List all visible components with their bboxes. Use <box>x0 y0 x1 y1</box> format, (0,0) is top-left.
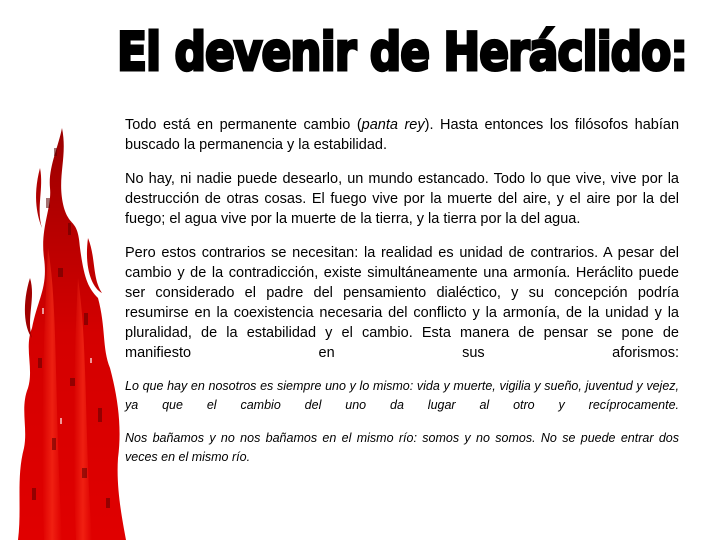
paragraph-3: Pero estos contrarios se necesitan: la realidad es unidad de contrarios. A pesar del cambio y de la contradicción, existe simultáneamente una armonía. Heráclito puede ser considerado el padre del pensamiento dialéctico, y su concepción podría resumirse en la coexistencia necesaria del conflicto y la armonía, de la unidad y la pluralidad, de la estabilidad y el cambio. Esta manera de pensar se pone de manifiesto en sus aforismos: <box>125 245 679 361</box>
aphorism-1: Lo que hay en nosotros es siempre uno y lo mismo: vida y muerte, vigilia y sueño, juventud y vejez, ya que el cambio del uno da lugar al otro y recíprocamente. <box>125 379 679 412</box>
paragraph-1: Todo está en permanente cambio (panta rey). Hasta entonces los filósofos habían buscado la permanencia y la estabilidad. <box>125 117 680 153</box>
aphorism-2: Nos bañamos y no nos bañamos en el mismo río: somos y no somos. No se puede entrar dos veces en el mismo río. <box>125 431 679 464</box>
panta-rey-term: panta rey <box>361 117 425 133</box>
slide-body <box>125 115 679 481</box>
flame-image <box>18 128 126 540</box>
paragraph-2: No hay, ni nadie puede desearlo, un mundo estancado. Todo lo que vive, vive por la destrucción de otras cosas. El fuego vive por la muerte del aire, y el aire por la del fuego; el agua vive por la muerte de la tierra, y la tierra por la del agua. <box>125 171 679 227</box>
slide-title: El devenir de Heráclido: <box>116 22 688 84</box>
